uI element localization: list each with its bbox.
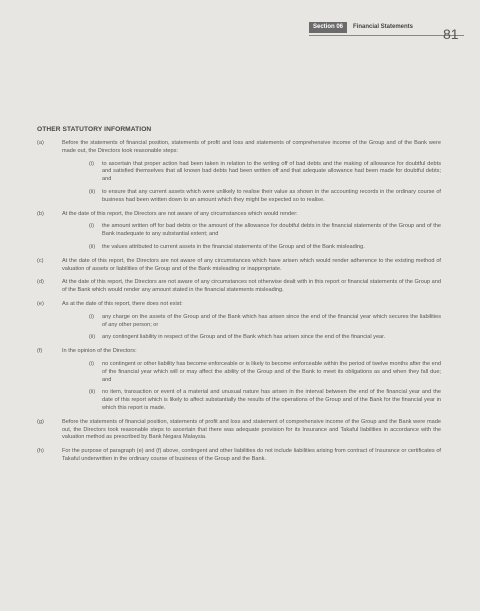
list-item bbox=[37, 279, 441, 295]
item-text: Before the statements of financial position, statements of profit and loss and statements of comprehensive income of the Group and of the Bank were made out, the Directors took reasonable steps: bbox=[62, 140, 441, 154]
item-label: (e) bbox=[37, 300, 44, 307]
list-item bbox=[37, 211, 441, 252]
sub-item-text: no item, transaction or event of a material and unusual nature has arisen in the interval between the end of the financial year and the date of this report which is likely to affect substantially the results of the operations of the Group and of the Bank for the financial year in which this report is made. bbox=[102, 389, 441, 411]
sub-item-text: the amount written off for bad debts or the amount of the allowance for doubtful debts in the financial statements of the Group and of the Bank inadequate to any substantial extent; and bbox=[102, 223, 441, 238]
sub-item bbox=[62, 161, 441, 184]
sub-item-text: to ascertain that proper action had been taken in relation to the writing off of bad debts and the making of allowance for doubtful debts and satisfied themselves that all known bad debts had been written off and that adequate allowance had been made for doubtful debts; and bbox=[102, 160, 441, 183]
sub-item-label: (i) bbox=[89, 360, 94, 367]
sub-item bbox=[62, 244, 441, 252]
item-label: (g) bbox=[37, 418, 44, 425]
sub-item-text: the values attributed to current assets in the financial statements of the Group and of the Bank misleading. bbox=[102, 243, 365, 250]
header-divider bbox=[309, 35, 464, 36]
item-label: (f) bbox=[37, 348, 43, 355]
statutory-list bbox=[37, 140, 441, 464]
item-label: (h) bbox=[37, 448, 44, 455]
list-item bbox=[37, 448, 441, 464]
sub-item bbox=[62, 189, 441, 205]
sub-item-label: (i) bbox=[89, 223, 94, 230]
sub-item-text: to ensure that any current assets which were unlikely to realise their value as shown in the accounting records in the ordinary course of business had been written down to an amount which they might be expected so to realise. bbox=[102, 188, 441, 203]
item-text: In the opinion of the Directors: bbox=[62, 348, 137, 355]
list-item bbox=[37, 419, 441, 442]
section-tab: Section 06 bbox=[309, 22, 347, 33]
sub-item-label: (ii) bbox=[89, 188, 96, 195]
list-item bbox=[37, 301, 441, 342]
list-item bbox=[37, 258, 441, 274]
section-title: Financial Statements bbox=[353, 24, 414, 30]
sub-item bbox=[62, 223, 441, 239]
sub-item-text: no contingent or other liability has become enforceable or is likely to become enforceable within the period of twelve months after the end of the financial year which will or may affect the ability of the Group and of the Bank to meet its obligations as and when they fall due; and bbox=[102, 360, 441, 383]
item-label: (d) bbox=[37, 279, 44, 286]
section-heading: OTHER STATUTORY INFORMATION bbox=[37, 126, 152, 133]
document-body bbox=[37, 126, 441, 470]
sub-item bbox=[62, 334, 441, 342]
sub-item bbox=[62, 389, 441, 412]
item-label: (c) bbox=[37, 257, 44, 264]
sub-item-text: any contingent liability in respect of the Group and of the Bank which has arisen since the end of the financial year. bbox=[102, 334, 386, 341]
sub-item-label: (i) bbox=[89, 313, 94, 320]
sub-item-label: (ii) bbox=[89, 389, 96, 396]
item-text: As at the date of this report, there does not exist: bbox=[62, 300, 183, 307]
list-item bbox=[37, 140, 441, 205]
item-text: At the date of this report, the Directors are not aware of any circumstances which would render: bbox=[62, 210, 298, 217]
item-text: At the date of this report, the Directors are not aware of any circumstances not otherwise dealt with in this report or financial statements of the Group and of the Bank which would render any amount stated in the financial statements misleading. bbox=[62, 279, 441, 294]
sub-item-label: (i) bbox=[89, 160, 94, 167]
page-header bbox=[309, 22, 464, 36]
sub-item bbox=[62, 314, 441, 330]
sub-item-label: (ii) bbox=[89, 243, 96, 250]
page-number: 81 bbox=[443, 26, 459, 42]
list-item bbox=[37, 348, 441, 413]
sub-item-label: (ii) bbox=[89, 334, 96, 341]
item-label: (b) bbox=[37, 210, 44, 217]
sub-item-text: any charge on the assets of the Group and of the Bank which has arisen since the end of the financial year which secures the liabilities of any other person; or bbox=[102, 313, 441, 328]
item-text: At the date of this report, the Directors are not aware of any circumstances which have arisen which would render adherence to the existing method of valuation of assets or liabilities of the Group and of the Bank misleading or inappropriate. bbox=[62, 257, 441, 272]
item-text: For the purpose of paragraph (e) and (f) above, contingent and other liabilities do not include liabilities arising from contract of Insurance or certificates of Takaful underwritten in the ordinary course of business of the Group and the Bank. bbox=[62, 448, 441, 462]
sub-item bbox=[62, 361, 441, 384]
item-text: Before the statements of financial position, statements of profit and loss and statement of comprehensive income of the Group and the Bank were made out, the Directors took reasonable steps to ascertain that there was adequate provision for its Insurance and Takaful liabilities in accordance with the valuation method as prescribed by Bank Negara Malaysia. bbox=[62, 418, 441, 441]
item-label: (a) bbox=[37, 140, 44, 146]
